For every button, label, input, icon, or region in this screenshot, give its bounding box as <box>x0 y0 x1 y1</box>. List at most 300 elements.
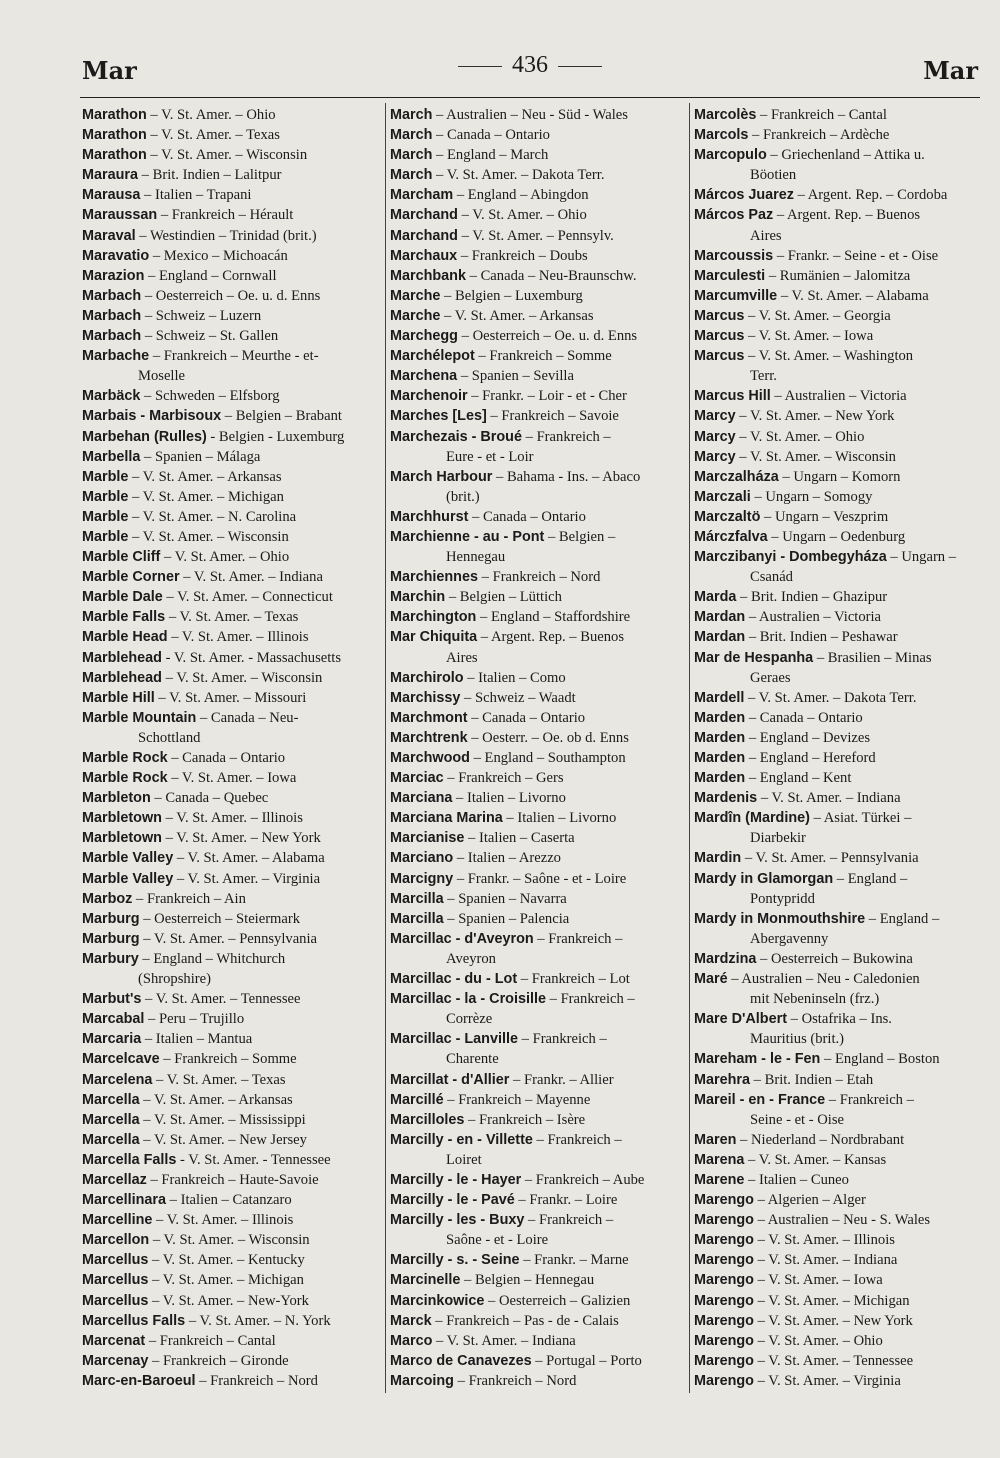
gazetteer-entry <box>82 1049 382 1069</box>
place-name: Marcillat - d'Allier <box>390 1071 510 1088</box>
location-description: – Frankr. – Loire <box>514 1192 618 1209</box>
place-name: Marcumville <box>694 287 778 304</box>
place-name: Marausa <box>82 187 141 204</box>
location-description: – Frankreich – Hérault <box>157 207 294 224</box>
entry-continuation: Eure - et - Loir <box>446 448 534 465</box>
place-name: Marcilla <box>390 910 444 927</box>
entry-continuation: Moselle <box>138 368 186 385</box>
location-description: – Spanien – Navarra <box>443 890 567 907</box>
gazetteer-entry <box>82 1351 382 1371</box>
location-description: – V. St. Amer. – New York <box>753 1312 913 1329</box>
place-name: Marcus <box>694 328 745 345</box>
location-description: – Frankreich – Somme <box>159 1051 297 1068</box>
location-description: – V. St. Amer. – Virginia <box>753 1372 901 1389</box>
location-description: – England – Boston <box>820 1051 940 1068</box>
gazetteer-entry <box>694 587 994 607</box>
location-description: – Rumänien – Jalomitza <box>765 267 911 284</box>
location-description: – V. St. Amer. – Dakota Terr. <box>744 689 917 706</box>
place-name: Marchand <box>390 207 458 224</box>
location-description: – Frankreich – Somme <box>474 348 612 365</box>
location-description: – Frankreich – <box>825 1091 914 1108</box>
entry-continuation: Schottland <box>138 729 201 746</box>
place-name: Marchin <box>390 589 446 606</box>
location-description: – V. St. Amer. – Indiana <box>432 1332 576 1349</box>
place-name: March <box>390 147 433 164</box>
location-description: – V. St. Amer. – New Jersey <box>139 1131 307 1148</box>
gazetteer-entry <box>694 427 994 447</box>
place-name: Marble Dale <box>82 589 163 606</box>
location-description: – Niederland – Nordbrabant <box>736 1131 905 1148</box>
location-description: – V. St. Amer. – Missouri <box>154 689 307 706</box>
gazetteer-entry <box>694 1150 994 1170</box>
location-description: – V. St. Amer. – Washington <box>744 348 914 365</box>
location-description: – V. St. Amer. – Illinois <box>753 1232 895 1249</box>
place-name: Marcilly - le - Pavé <box>390 1192 515 1209</box>
location-description: – Brit. Indien – Ghazipur <box>736 589 888 606</box>
place-name: Marcham <box>390 187 454 204</box>
place-name: Marcenay <box>82 1352 149 1369</box>
location-description: – Frankreich – Pas - de - Calais <box>431 1312 619 1329</box>
gazetteer-entry <box>82 547 382 567</box>
location-description: – Frankreich – Mayenne <box>443 1091 591 1108</box>
gazetteer-entry <box>694 1070 994 1090</box>
location-description: - Belgien - Luxemburg <box>206 428 345 445</box>
place-name: Marc-en-Baroeul <box>82 1372 196 1389</box>
location-description: – Ostafrika – Ins. <box>786 1011 892 1028</box>
location-description: – Frankreich – Meurthe - et- <box>149 348 319 365</box>
place-name: Marboz <box>82 890 133 907</box>
gazetteer-entry <box>82 226 382 246</box>
gazetteer-entry <box>390 688 688 708</box>
gazetteer-entry <box>390 1210 688 1230</box>
location-description: – Australien – Victoria <box>770 388 907 405</box>
location-description: – Italien – Mantua <box>141 1031 253 1048</box>
entry-continuation: Loiret <box>446 1151 482 1168</box>
place-name: Marble Cliff <box>82 549 161 566</box>
place-name: Marcillac - du - Lot <box>390 971 518 988</box>
gazetteer-entry <box>390 507 688 527</box>
location-description: – Frankreich – <box>517 1031 607 1048</box>
gazetteer-entry <box>82 1029 382 1049</box>
gazetteer-entry <box>694 748 994 768</box>
location-description: – V. St. Amer. – Illinois <box>152 1212 294 1229</box>
place-name: Marcy <box>694 408 736 425</box>
location-description: – Oesterreich – Galizien <box>484 1292 631 1309</box>
place-name: Marcoing <box>390 1372 454 1389</box>
column-2 <box>390 105 688 1391</box>
location-description: – Ungarn – Somogy <box>750 488 873 505</box>
location-description: – V. St. Amer. – Iowa <box>744 328 874 345</box>
place-name: Marbletown <box>82 830 162 847</box>
location-description: – V. St. Amer. – Wisconsin <box>149 1232 310 1249</box>
gazetteer-entry <box>390 989 688 1009</box>
entry-continuation: Geraes <box>750 669 791 686</box>
place-name: Mardell <box>694 689 745 706</box>
gazetteer-entry <box>694 145 994 165</box>
entry-continuation: (Shropshire) <box>138 971 211 988</box>
place-name: Marcopulo <box>694 147 767 164</box>
location-description: – Australien – Neu - Süd - Wales <box>432 107 628 123</box>
gazetteer-entry <box>82 1371 382 1391</box>
location-description: – Oesterr. – Oe. ob d. Enns <box>467 729 629 746</box>
place-name: Marchwood <box>390 750 470 766</box>
place-name: Marculesti <box>694 267 766 284</box>
location-description: – Canada – Ontario <box>467 709 586 726</box>
location-description: – Schweiz – Luzern <box>141 307 262 324</box>
location-description: – Canada – Ontario <box>432 127 550 144</box>
location-description: – Frankreich – <box>545 991 635 1008</box>
gazetteer-entry <box>82 607 382 627</box>
gazetteer-entry <box>82 326 382 346</box>
entry-continuation: Charente <box>446 1051 499 1068</box>
entry-continuation: Diarbekir <box>750 830 806 847</box>
place-name: Marchaux <box>390 247 458 264</box>
gazetteer-entry <box>694 1090 994 1110</box>
place-name: Marche <box>390 307 441 324</box>
location-description: – Oesterreich – Bukowina <box>756 950 913 967</box>
location-description: – V. St. Amer. – Kentucky <box>148 1252 305 1269</box>
location-description: – Oesterreich – Oe. u. d. Enns <box>141 287 321 304</box>
location-description: – Frankreich – Savoie <box>486 408 619 425</box>
entry-continuation: Aires <box>446 649 478 666</box>
place-name: Marehra <box>694 1071 750 1088</box>
location-description: – Frankreich – Nord <box>477 569 601 586</box>
place-name: Marbleton <box>82 790 151 807</box>
location-description: - V. St. Amer. - Massachusetts <box>161 649 342 666</box>
place-name: Marcillac - d'Aveyron <box>390 930 534 947</box>
place-name: Márcos Paz <box>694 207 774 224</box>
gazetteer-entry <box>390 467 688 487</box>
location-description: – Algerien – Alger <box>753 1192 866 1209</box>
place-name: Marble <box>82 508 129 525</box>
location-description: – V. St. Amer. – Connecticut <box>162 589 333 606</box>
location-description: – England – March <box>432 147 549 164</box>
location-description: – Frankreich – Lot <box>517 971 630 988</box>
gazetteer-entry <box>82 165 382 185</box>
gazetteer-entry <box>694 648 994 668</box>
gazetteer-entry <box>694 969 994 989</box>
location-description: – Oesterreich – Steiermark <box>139 910 301 927</box>
location-description: – Mexico – Michoacán <box>149 247 288 264</box>
place-name: Marble Mountain <box>82 709 197 726</box>
location-description: – Frankreich – Doubs <box>457 247 588 264</box>
gazetteer-entry <box>694 547 994 567</box>
place-name: Marcoussis <box>694 247 774 264</box>
gazetteer-entry <box>694 1049 994 1069</box>
gazetteer-entry <box>390 607 688 627</box>
location-description: – Oesterreich – Oe. u. d. Enns <box>457 328 638 345</box>
location-description: – V. St. Amer. – Indiana <box>757 790 901 807</box>
location-description: – Italien – Catanzaro <box>166 1192 292 1209</box>
place-name: Marcabal <box>82 1011 145 1028</box>
location-description: – V. St. Amer. – Pennsylvania <box>139 930 318 947</box>
location-description: – Ungarn – Oedenburg <box>767 528 906 545</box>
gazetteer-entry <box>694 1170 994 1190</box>
place-name: Marchirolo <box>390 669 464 686</box>
place-name: Marchienne - au - Pont <box>390 528 545 545</box>
location-description: – Frankreich – Gironde <box>148 1352 289 1369</box>
place-name: Maraussan <box>82 207 158 224</box>
gazetteer-entry <box>390 185 688 205</box>
location-description: – Frankreich – Ain <box>132 890 246 907</box>
place-name: Marcellon <box>82 1232 150 1249</box>
place-name: Mardin <box>694 850 742 867</box>
location-description: – Frankreich – Haute-Savoie <box>146 1171 319 1188</box>
place-name: Marble Corner <box>82 569 180 586</box>
header-dash-right <box>558 66 602 67</box>
location-description: – V. St. Amer. – New-York <box>148 1292 309 1309</box>
entry-continuation: Pontypridd <box>750 890 815 907</box>
place-name: Mardenis <box>694 790 758 807</box>
location-description: – V. St. Amer. – Texas <box>146 127 280 144</box>
place-name: Marck <box>390 1312 432 1329</box>
gazetteer-entry <box>82 1331 382 1351</box>
gazetteer-entry <box>390 1110 688 1130</box>
location-description: – V. St. Amer. – Ohio <box>457 207 587 224</box>
place-name: Marble Rock <box>82 770 168 787</box>
gazetteer-entry <box>82 266 382 286</box>
gazetteer-entry <box>390 246 688 266</box>
place-name: Marczaltö <box>694 508 761 525</box>
gazetteer-entry <box>694 326 994 346</box>
location-description: – Frankreich – Cantal <box>756 107 887 123</box>
gazetteer-entry <box>82 306 382 326</box>
entry-continuation: Abergavenny <box>750 930 829 947</box>
location-description: - V. St. Amer. - Tennessee <box>176 1151 331 1168</box>
place-name: Marcellus <box>82 1272 149 1289</box>
location-description: – V. St. Amer. – N. Carolina <box>128 508 297 525</box>
location-description: – Frankreich – <box>524 1212 614 1229</box>
page-number <box>440 52 620 79</box>
place-name: Márcos Juarez <box>694 187 794 204</box>
place-name: Mardy in Monmouthshire <box>694 910 866 927</box>
place-name: Marche <box>390 287 441 304</box>
place-name: Marczali <box>694 488 751 505</box>
place-name: Marene <box>694 1171 745 1188</box>
location-description: – Frankreich – Ardèche <box>748 127 890 144</box>
gazetteer-entry <box>390 326 688 346</box>
gazetteer-entry <box>694 487 994 507</box>
gazetteer-entry <box>694 909 994 929</box>
gazetteer-entry <box>82 1230 382 1250</box>
page-header <box>0 48 1000 92</box>
place-name: Maré <box>694 971 728 988</box>
location-description: – V. St. Amer. – Pennsylvania <box>741 850 919 867</box>
place-name: Marbehan (Rulles) <box>82 428 207 445</box>
gazetteer-entry <box>82 627 382 647</box>
gazetteer-entry <box>82 869 382 889</box>
place-name: Marcy <box>694 428 736 445</box>
location-description: – Canada – Ontario <box>745 709 863 726</box>
place-name: Mareham - le - Fen <box>694 1051 821 1068</box>
gazetteer-entry <box>390 105 688 125</box>
place-name: Marble Head <box>82 629 168 646</box>
place-name: Mareil - en - France <box>694 1091 826 1108</box>
place-name: Marengo <box>694 1352 754 1369</box>
place-name: Marchiennes <box>390 569 478 586</box>
location-description: – Brit. Indien – Etah <box>750 1071 874 1088</box>
place-name: Mardzina <box>694 950 757 967</box>
gazetteer-entry <box>694 1331 994 1351</box>
gazetteer-entry <box>390 1250 688 1270</box>
place-name: Marciana Marina <box>390 810 503 827</box>
place-name: Marcella <box>82 1091 140 1108</box>
gazetteer-entry <box>390 125 688 145</box>
column-3 <box>694 105 994 1391</box>
place-name: Marden <box>694 709 746 726</box>
gazetteer-entry <box>694 467 994 487</box>
location-description: – Frankr. – Marne <box>519 1252 629 1269</box>
gazetteer-entry <box>82 1170 382 1190</box>
location-description: – V. St. Amer. – Wisconsin <box>161 669 323 686</box>
location-description: – V. St. Amer. – Ohio <box>146 107 276 123</box>
gazetteer-entry <box>390 768 688 788</box>
gazetteer-entry <box>390 306 688 326</box>
place-name: Marcelline <box>82 1212 153 1229</box>
location-description: – Frankreich – <box>533 930 623 947</box>
place-name: Marbach <box>82 287 142 304</box>
place-name: Marcy <box>694 448 736 465</box>
location-description: – V. St. Amer. – Wisconsin <box>146 147 308 164</box>
location-description: – Frankr. – Allier <box>509 1071 614 1088</box>
header-rule <box>80 97 980 98</box>
gazetteer-entry <box>694 447 994 467</box>
place-name: Marbais - Marbisoux <box>82 408 222 425</box>
place-name: Mar Chiquita <box>390 629 478 646</box>
gazetteer-entry <box>82 487 382 507</box>
gazetteer-entry <box>694 125 994 145</box>
place-name: Marcus Hill <box>694 388 771 405</box>
location-description: – V. St. Amer. – Iowa <box>753 1272 883 1289</box>
location-description: – V. St. Amer. – Georgia <box>744 307 891 324</box>
gazetteer-entry <box>82 587 382 607</box>
place-name: Marble Hill <box>82 689 155 706</box>
gazetteer-entry <box>82 1070 382 1090</box>
place-name: Marczibanyi - Dombegyháza <box>694 549 887 566</box>
gazetteer-entry <box>390 266 688 286</box>
location-description: – V. St. Amer. – Ohio <box>753 1332 883 1349</box>
place-name: Marcellinara <box>82 1192 166 1209</box>
place-name: Mardîn (Mardine) <box>694 810 810 827</box>
location-description: – V. St. Amer. – Mississippi <box>139 1111 306 1128</box>
place-name: Marble Valley <box>82 870 174 887</box>
location-description: – V. St. Amer. – Ohio <box>160 549 290 566</box>
location-description: – Frankreich – Isère <box>464 1111 586 1128</box>
location-description: – Australien – Victoria <box>745 609 882 626</box>
gazetteer-entry <box>390 969 688 989</box>
place-name: Marengo <box>694 1372 754 1389</box>
place-name: Marcigny <box>390 870 454 887</box>
gazetteer-entry <box>694 1130 994 1150</box>
location-description: – Belgien – Brabant <box>221 408 342 425</box>
place-name: Marchegg <box>390 328 458 345</box>
location-description: – V. St. Amer. – Indiana <box>179 569 323 586</box>
gazetteer-entry <box>390 1331 688 1351</box>
gazetteer-entry <box>82 828 382 848</box>
place-name: March Harbour <box>390 468 493 485</box>
place-name: Marengo <box>694 1312 754 1329</box>
location-description: – Brit. Indien – Lalitpur <box>138 167 282 184</box>
place-name: Mardan <box>694 629 746 646</box>
location-description: – V. St. Amer. – Indiana <box>753 1252 898 1269</box>
header-left-keyword: Mar <box>82 56 137 85</box>
location-description: – Portugal – Porto <box>531 1352 642 1369</box>
location-description: – V. St. Amer. – Ohio <box>735 428 865 445</box>
gazetteer-entry <box>390 346 688 366</box>
place-name: Marcella <box>82 1111 140 1128</box>
gazetteer-entry <box>82 1291 382 1311</box>
gazetteer-entry <box>390 366 688 386</box>
place-name: Marbach <box>82 307 142 324</box>
gazetteer-entry <box>82 949 382 969</box>
gazetteer-entry <box>82 1150 382 1170</box>
location-description: – V. St. Amer. – Arkansas <box>128 468 282 485</box>
location-description: – Spanien – Málaga <box>140 448 261 465</box>
location-description: – England – Whitchurch <box>138 950 286 967</box>
entry-continuation: Seine - et - Oise <box>750 1111 845 1128</box>
place-name: Marcolès <box>694 107 757 123</box>
location-description: – Italien – Livorno <box>452 790 566 807</box>
location-description: – Frankr. – Saône - et - Loire <box>453 870 627 887</box>
gazetteer-entry <box>82 1210 382 1230</box>
place-name: Marcillac - la - Croisille <box>390 991 546 1008</box>
location-description: – V. St. Amer. – Illinois <box>161 810 303 827</box>
entry-continuation: Csanád <box>750 569 793 586</box>
location-description: – V. St. Amer. – Alabama <box>173 850 325 867</box>
gazetteer-entry <box>694 1311 994 1331</box>
place-name: Marchbank <box>390 267 466 284</box>
place-name: Marcilla <box>390 890 444 907</box>
gazetteer-entry <box>390 1270 688 1290</box>
entry-continuation: Corrèze <box>446 1011 493 1028</box>
gazetteer-entry <box>390 1170 688 1190</box>
location-description: – Ungarn – <box>886 549 957 566</box>
location-description: – Spanien – Palencia <box>443 910 570 927</box>
place-name: Marble Valley <box>82 850 174 867</box>
gazetteer-entry <box>82 748 382 768</box>
gazetteer-entry <box>390 828 688 848</box>
gazetteer-entry <box>82 1110 382 1130</box>
place-name: Marcilly - s. - Seine <box>390 1252 520 1269</box>
page-number-text: 436 <box>512 52 548 78</box>
gazetteer-entry <box>82 648 382 668</box>
entry-continuation: Hennegau <box>446 549 506 566</box>
place-name: Marcelena <box>82 1071 153 1088</box>
place-name: Marchtrenk <box>390 729 468 746</box>
place-name: Marburg <box>82 930 140 947</box>
gazetteer-entry <box>694 708 994 728</box>
place-name: Marcinkowice <box>390 1292 485 1309</box>
location-description: – England – <box>833 870 908 887</box>
place-name: Marengo <box>694 1292 754 1309</box>
location-description: – V. St. Amer. – New York <box>161 830 321 847</box>
place-name: Marda <box>694 589 737 606</box>
location-description: – Italien – Cuneo <box>744 1171 849 1188</box>
gazetteer-entry <box>390 165 688 185</box>
place-name: Marblehead <box>82 649 162 666</box>
location-description: – England – <box>865 910 940 927</box>
location-description: – V. St. Amer. – Alabama <box>777 287 929 304</box>
gazetteer-entry <box>82 889 382 909</box>
location-description: – Frankreich – Nord <box>453 1372 577 1389</box>
gazetteer-entry <box>82 668 382 688</box>
location-description: – Argent. Rep. – Cordoba <box>793 187 948 204</box>
gazetteer-entry <box>390 386 688 406</box>
gazetteer-entry <box>390 929 688 949</box>
gazetteer-entry <box>390 627 688 647</box>
location-description: – V. St. Amer. – Arkansas <box>139 1091 293 1108</box>
location-description: – V. St. Amer. – Michigan <box>128 488 284 505</box>
